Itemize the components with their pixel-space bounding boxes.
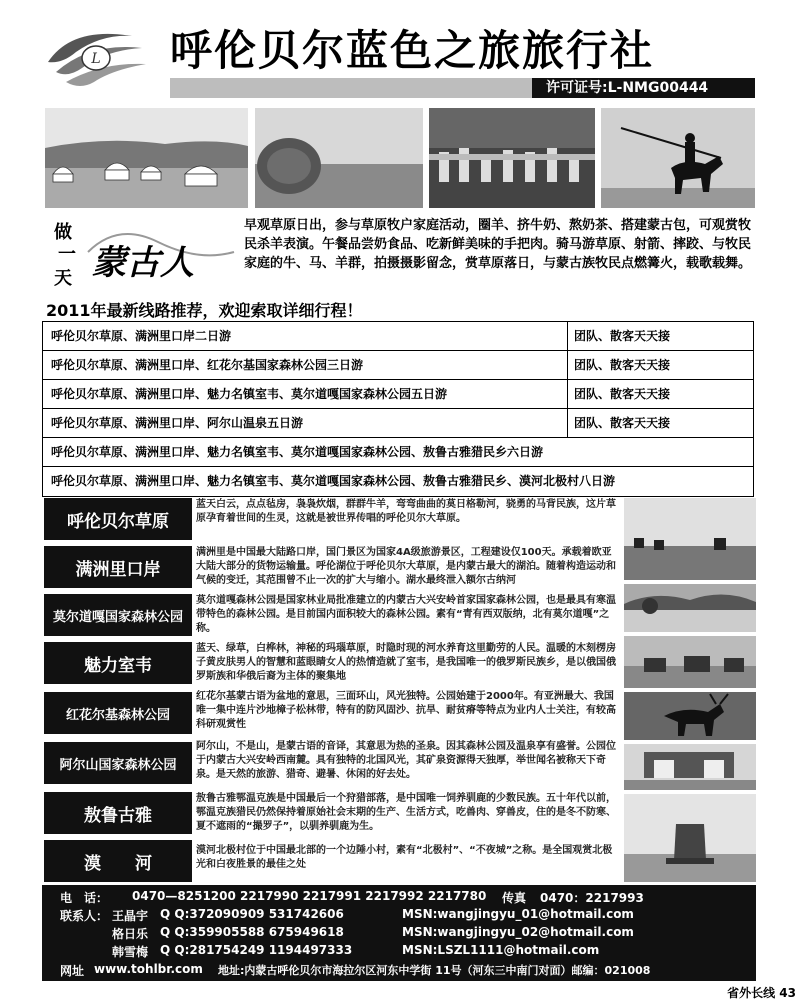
contact-qq: Q Q:372090909 531742606 [160,907,344,921]
destination-label: 莫尔道嘎国家森林公园 [44,594,192,636]
destination-label: 红花尔基森林公园 [44,692,192,734]
destination-desc: 敖鲁古雅鄂温克族是中国最后一个狩猎部落，是中国唯一饲养驯鹿的少数民族。五十年代以前，鄂温克族猎民仍然保持着原始社会末期的生产、生活方式，吃兽肉、穿兽皮，住的是冬不防寒、夏不遮雨的“撮罗子”，以驯养驯鹿为生。 [196,793,616,832]
route-type: 团队、散客天天接 [567,322,753,350]
photo-strip [45,108,755,208]
forest-lake-photo [624,584,756,632]
routes-heading: 2011年最新线路推荐，欢迎索取详细行程！ [46,301,363,320]
yurt-photo [45,108,248,208]
contacts-label: 联系人： [60,909,109,923]
route-name: 呼伦贝尔草原、满洲里口岸、魅力名镇室韦、莫尔道嘎国家森林公园五日游 [51,387,448,401]
dancers-photo [429,108,595,208]
table-row [43,438,753,467]
contact-name: 王晶宇 [112,909,149,923]
destination-desc: 红花尔基蒙古语为盆地的意思，三面环山，风光独特。公园始建于2000年。有亚洲最大、我国唯一集中连片沙地樟子松林带，特有的防风固沙、抗旱、耐贫瘠等特点为业内人士关注，有较高科研观赏性 [196,691,616,730]
reindeer-photo [624,692,756,740]
table-row [43,467,753,496]
contact-msn: MSN:LSZL1111@hotmail.com [402,943,600,957]
page-title: 呼伦贝尔蓝色之旅旅行社 [170,26,655,75]
route-name: 呼伦贝尔草原、满洲里口岸、红花尔基国家森林公园三日游 [51,358,364,372]
destination-desc: 满洲里是中国最大陆路口岸，国门景区为国家4A级旅游景区，工程建设仅100天。承载着欧亚大陆大部分的货物运输量。呼伦湖位于呼伦贝尔大草原，是内蒙古最大的湖泊。随着构造运动和气候的变迁，其范围曾不止一次的扩大与缩小。湖水最终泄入额尔古纳河 [196,547,616,586]
intro-text: 早观草原日出，参与草原牧户家庭活动，圈羊、挤牛奶、熬奶茶、搭建蒙古包，可观赏牧民杀羊表演。午餐品尝奶食品、吃新鲜美味的手把肉。骑马游草原、射箭、摔跤、与牧民家庭的牛、马、羊群，拍摄摄影留念，赏草原落日，与蒙古族牧民点燃篝火，载歌载舞。 [244,218,752,271]
village-photo [624,636,756,688]
website-link[interactable]: www.tohlbr.com [94,962,203,976]
agency-logo [42,22,150,94]
destination-desc: 漠河北极村位于中国最北部的一个边陲小村，素有“北极村”、“不夜城”之称。是全国观赏北极光和白夜胜景的最佳之处 [196,845,613,870]
destination-label: 敖鲁古雅 [44,792,192,834]
table-row [43,322,753,351]
horseman-photo [601,108,755,208]
route-type: 团队、散客天天接 [567,380,753,408]
destination-label: 呼伦贝尔草原 [44,498,192,540]
contact-qq: Q Q:281754249 1194497333 [160,943,353,957]
phone-label: 电 话： [60,891,109,905]
monument-photo [624,794,756,882]
destination-desc: 莫尔道嘎森林公园是国家林业局批准建立的内蒙古大兴安岭首家国家森林公园，也是最具有寒温带特色的森林公园。是目前国内面积较大的森林公园。素有“青有西双版纳，北有莫尔道嘎”之称。 [196,595,616,634]
fax-number: 0470：2217993 [540,891,644,905]
header [0,0,800,100]
page-footer-note: 省外长线 43 [727,986,796,1000]
destination-desc: 蓝天、绿草，白桦林，神秘的玛瑙草原，时隐时现的河水养育这里勤劳的人民。温暖的木刻楞房子黄皮肤男人的智慧和蓝眼睛女人的热情造就了室韦，是我国唯一的俄罗斯民族乡，是以俄国俄罗斯族和华俄后裔为主体的聚集地 [196,643,616,682]
route-name: 呼伦贝尔草原、满洲里口岸、阿尔山温泉五日游 [51,416,304,430]
contact-name: 格日乐 [112,927,149,941]
contact-name: 韩雪梅 [112,945,149,959]
contact-footer [42,885,756,981]
route-type: 团队、散客天天接 [567,409,753,437]
destination-label: 阿尔山国家森林公园 [44,742,192,784]
routes-table [42,321,754,497]
license-number: 许可证号:L-NMG00444 [532,78,755,98]
contact-msn: MSN:wangjingyu_01@hotmail.com [402,907,634,921]
destination-label: 满洲里口岸 [44,546,192,588]
address: 地址:内蒙古呼伦贝尔市海拉尔区河东中学街 11号（河东三中南门对面）邮编：021008 [218,964,651,977]
contact-msn: MSN:wangjingyu_02@hotmail.com [402,925,634,939]
destination-desc: 阿尔山，不是山，是蒙古语的音译，其意思为热的圣泉。因其森林公园及温泉享有盛誉。公园位于内蒙古大兴安岭西南麓。具有独特的北国风光，其矿泉资源得天独厚，举世闻名被称天下奇泉。是天然的旅游、猎奇、避暑、休闲的好去处。 [196,741,616,780]
table-row [43,351,753,380]
gate-photo [624,744,756,790]
destination-label: 漠 河 [44,840,192,882]
route-name: 呼伦贝尔草原、满洲里口岸二日游 [51,329,232,343]
svg-text:L: L [91,51,101,67]
haystack-photo [255,108,423,208]
contact-qq: Q Q:359905588 675949618 [160,925,344,939]
destination-label: 魅力室韦 [44,642,192,684]
route-name: 呼伦贝尔草原、满洲里口岸、魅力名镇室韦、莫尔道嘎国家森林公园、敖鲁古雅猎民乡、漠河北极村八日游 [51,474,616,488]
table-row [43,409,753,438]
intro-art-title: 蒙古人 [92,243,194,283]
destination-desc: 蓝天白云，点点毡房，袅袅炊烟，群群牛羊，弯弯曲曲的莫日格勒河，骁勇的马背民族，这片草原孕育着世间的生灵，这就是被世界传唱的呼伦贝尔大草原。 [196,499,616,524]
route-name: 呼伦贝尔草原、满洲里口岸、魅力名镇室韦、莫尔道嘎国家森林公园、敖鲁古雅猎民乡六日游 [51,445,544,459]
grassland-riders-photo [624,498,756,580]
route-type: 团队、散客天天接 [567,351,753,379]
intro-calligraphy [48,212,238,292]
intro-char-2: 一 [58,244,76,265]
fax-label: 传真 [502,891,527,905]
intro-char-1: 做 [54,222,72,243]
website-label: 网址 [60,964,85,978]
table-row [43,380,753,409]
phone-numbers: 0470—8251200 2217990 2217991 2217992 2217780 [132,889,487,903]
intro-char-3: 天 [54,268,72,289]
